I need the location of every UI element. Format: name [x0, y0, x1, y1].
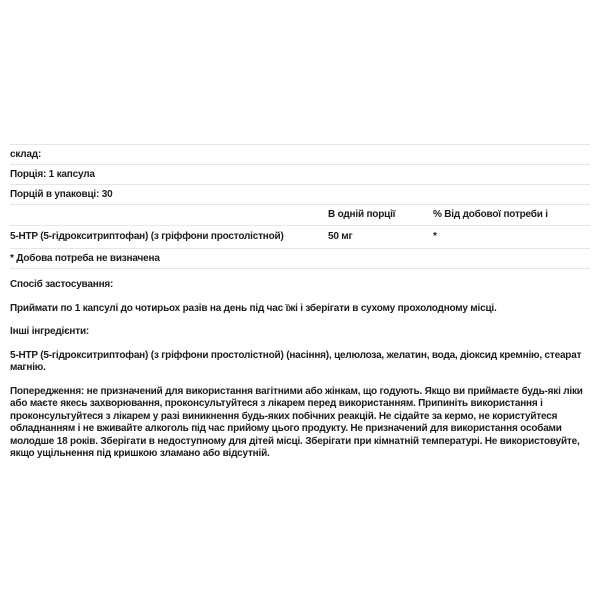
warnings-text: Попередження: не призначений для використання вагітними або жінкам, що годують. Якщо ви приймаєте будь-які ліки або маєте якесь захворювання, проконсультуйтеся з лікарем перед використанням. Припиніть використання і проконсультуйтеся з лікарем у разі виникнення будь-яких побічних реакцій. Не сідайте за кермо, не користуйтеся обладнанням і не вживайте алкоголь під час прийому цього продукту. Не призначений для використання особами молодше 18 років. Зберігати в недоступному для дітей місці. Зберігати при кімнатній температурі. Не використовуйте, якщо ущільнення під кришкою зламано або відсутній. [10, 385, 583, 459]
table-footnote: * Добова потреба не визначена [10, 252, 160, 264]
ingredient-daily-value: * [433, 231, 437, 242]
composition-label: склад: [10, 148, 42, 160]
table-row-serving-size [10, 165, 590, 185]
ingredient-name: 5-HTP (5-гідрокситриптофан) (з гріффони простолістной) [10, 231, 284, 242]
table-row-composition [10, 145, 590, 165]
table-footnote-row [10, 249, 590, 269]
other-ingredients-text: 5-HTP (5-гідрокситриптофан) (з гріффони простолістной) (насіння), целюлоза, желатин, вода, діоксид кремнію, стеарат магнію. [10, 349, 582, 373]
ingredient-amount: 50 мг [328, 231, 353, 242]
serving-size-label: Порція: 1 капсула [10, 168, 95, 180]
product-info-section [10, 144, 590, 461]
usage-text: Приймати по 1 капсулі до чотирьох разів на день під час їжі і зберігати в сухому прохолодному місці. [10, 302, 497, 314]
column-header-daily-value: % Від добової потреби і [433, 209, 548, 220]
table-header-row [10, 205, 590, 226]
table-row-servings-per-container [10, 185, 590, 205]
usage-title: Спосіб застосування: [10, 279, 114, 290]
servings-per-container-label: Порцій в упаковці: 30 [10, 188, 113, 200]
supplement-facts-table [10, 144, 590, 269]
other-ingredients-title: Інші інгредієнти: [10, 326, 90, 337]
column-header-amount-per-serving: В одній порції [328, 209, 396, 220]
table-row-ingredient [10, 226, 590, 249]
